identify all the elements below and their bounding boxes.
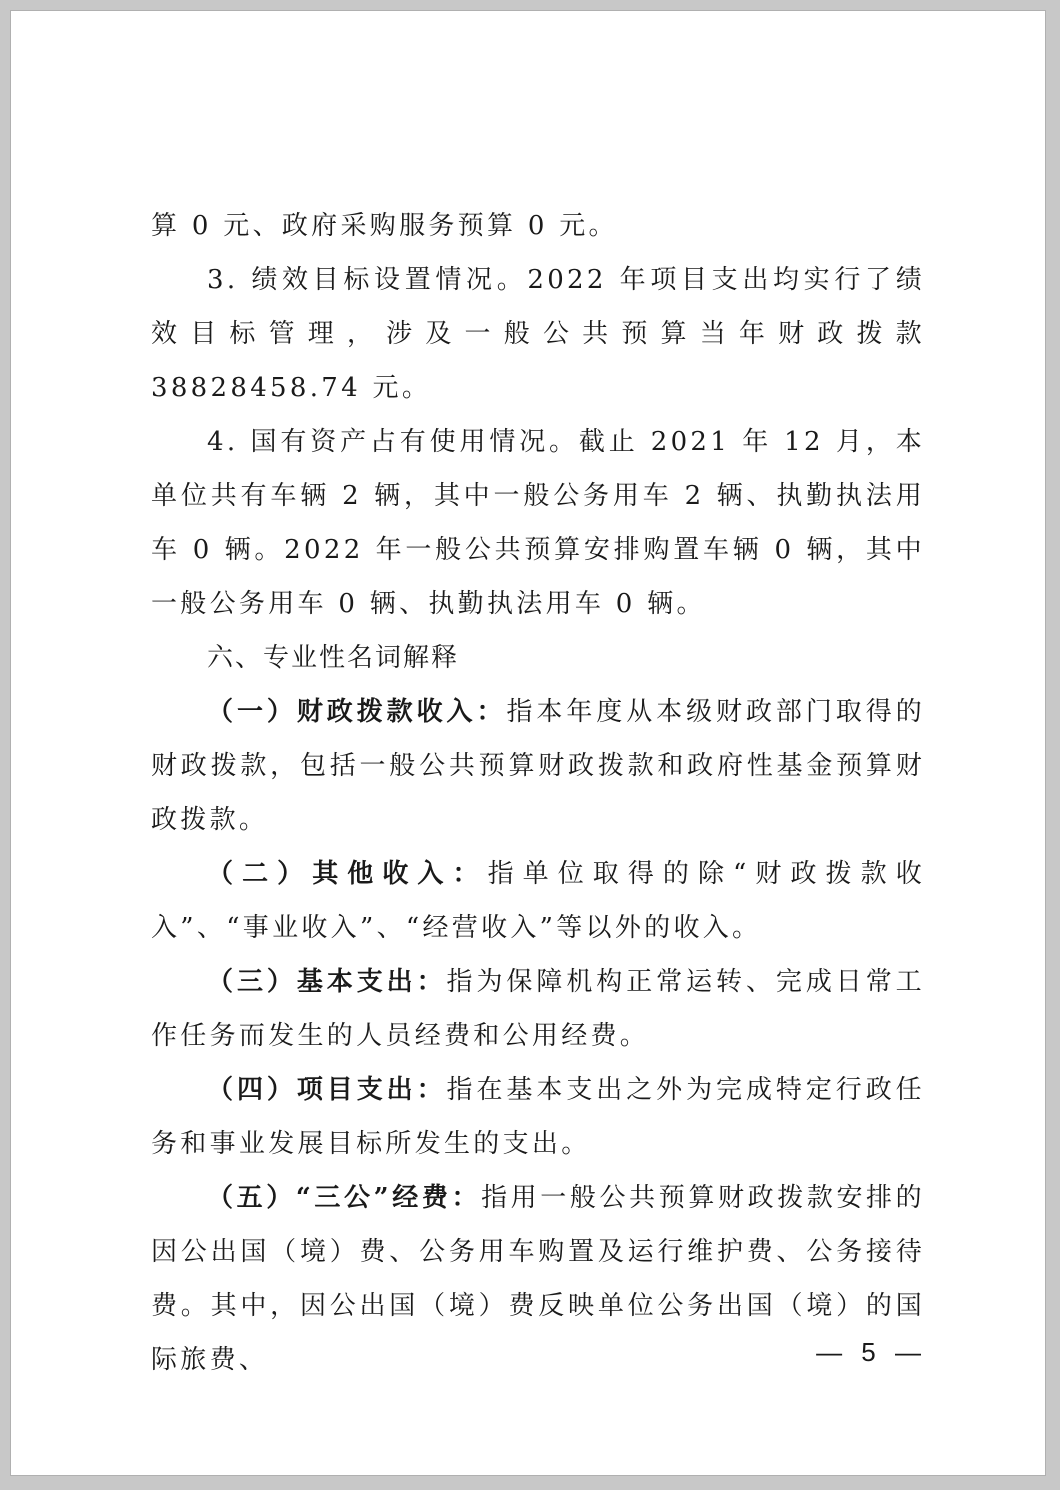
definition-text: 指单位取得的除“财政拨款收入”、“事业收入”、“经营收入”等以外的收入。 xyxy=(151,859,925,943)
definition-term: （二）其他收入： xyxy=(207,859,488,889)
definition-other-income xyxy=(151,847,925,955)
definition-term: （四）项目支出： xyxy=(207,1075,447,1105)
definition-term: （三）基本支出： xyxy=(207,967,447,997)
definition-text: 指本年度从本级财政部门取得的财政拨款，包括一般公共预算财政拨款和政府性基金预算财政拨款。 xyxy=(151,697,925,835)
paragraph-performance-targets: 3. 绩效目标设置情况。2022 年项目支出均实行了绩效目标管理，涉及一般公共预算当年财政拨款 38828458.74 元。 xyxy=(151,265,925,403)
definition-project-expenditure xyxy=(151,1063,925,1171)
paragraph-state-assets: 4. 国有资产占有使用情况。截止 2021 年 12 月，本单位共有车辆 2 辆，其中一般公务用车 2 辆、执勤执法用车 0 辆。2022 年一般公共预算安排购置车辆 0 辆，其中一般公务用车 0 辆、执勤执法用车 0 辆。 xyxy=(151,427,925,619)
definition-term: （五）“三公”经费： xyxy=(207,1183,482,1213)
page-content xyxy=(151,199,925,1387)
definition-basic-expenditure xyxy=(151,955,925,1063)
definition-fiscal-appropriation xyxy=(151,685,925,847)
definition-text: 指在基本支出之外为完成特定行政任务和事业发展目标所发生的支出。 xyxy=(151,1075,925,1159)
definition-text: 指为保障机构正常运转、完成日常工作任务而发生的人员经费和公用经费。 xyxy=(151,967,925,1051)
paragraph-continuation: 算 0 元、政府采购服务预算 0 元。 xyxy=(151,211,618,241)
definition-three-public-expenses xyxy=(151,1171,925,1387)
definition-text: 指用一般公共预算财政拨款安排的因公出国（境）费、公务用车购置及运行维护费、公务接待费。其中，因公出国（境）费反映单位公务出国（境）的国际旅费、 xyxy=(151,1183,925,1375)
page-number: — 5 — xyxy=(816,1337,927,1367)
document-page xyxy=(10,10,1046,1476)
definition-term: （一）财政拨款收入： xyxy=(207,697,507,727)
section-heading: 六、专业性名词解释 xyxy=(207,643,460,673)
